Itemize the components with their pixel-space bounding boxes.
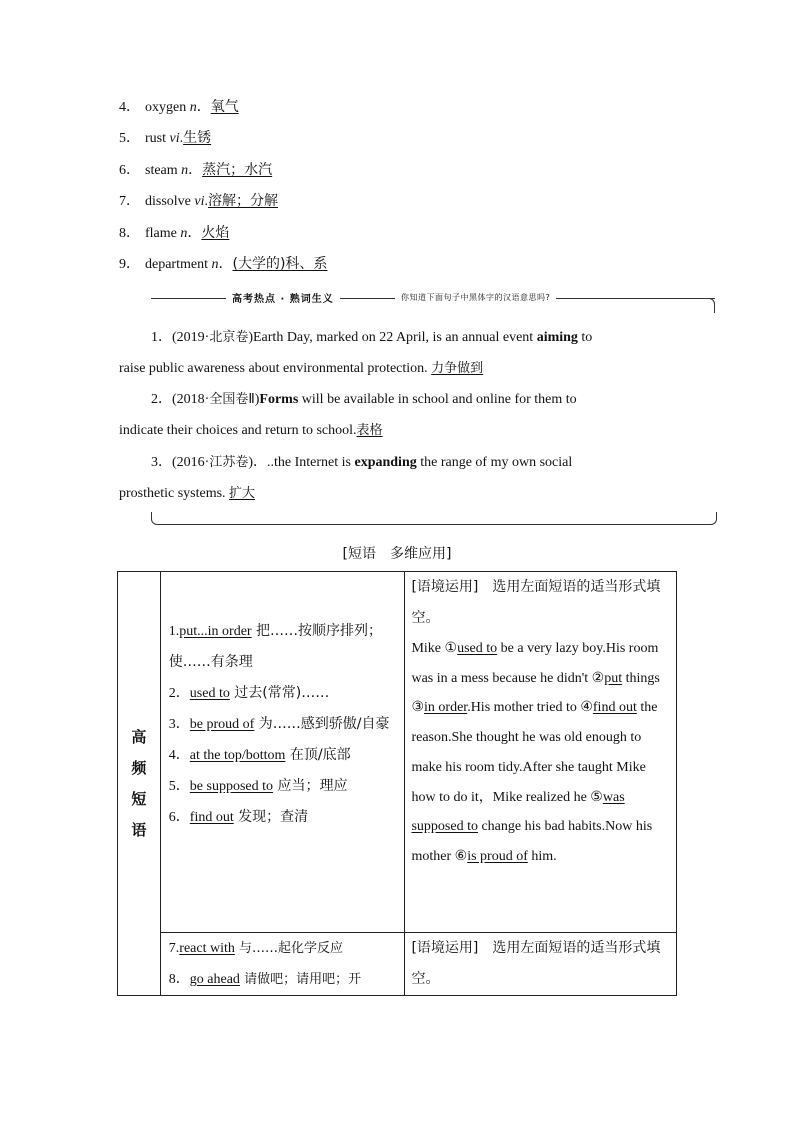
blank-answer: put (604, 670, 623, 686)
example-answer: 表格 (356, 423, 383, 438)
example-text: )．..the Internet is (248, 455, 355, 470)
vocab-meaning: 生锈 (183, 130, 212, 147)
example-text: indicate their choices and return to school. (119, 423, 357, 438)
bracket-corner (706, 298, 715, 313)
phrase-item (169, 740, 401, 771)
vocab-word: flame (145, 225, 177, 241)
part-of-speech: vi (194, 194, 205, 210)
vocab-item (119, 190, 327, 221)
phrase-meaning: 应当；理应 (273, 778, 348, 794)
item-number: 5． (168, 779, 190, 794)
item-number: 7. (168, 941, 180, 956)
passage-text: the reason.She thought he was old enough to make his room tidy.After she taught Mike how to do it，Mike realized he ⑤ (411, 700, 658, 805)
side-char: 语 (131, 820, 147, 839)
example-year: (2018· (172, 392, 210, 407)
item-number: 8． (168, 972, 190, 987)
vocab-item (119, 96, 327, 127)
phrase-meaning: 与……起化学反应 (234, 941, 344, 956)
vocab-word: dissolve (145, 194, 191, 210)
item-number: 1． (151, 330, 172, 345)
blank-answer: was supposed to (411, 789, 625, 835)
phrase-item (169, 616, 401, 678)
vocab-word: department (145, 256, 208, 272)
item-number: 2． (151, 392, 172, 407)
item-number: 4． (168, 748, 190, 763)
side-char: 频 (131, 758, 147, 777)
phrase-meaning: 发现；查清 (233, 809, 309, 825)
phrase: find out (189, 810, 234, 825)
phrase: be proud of (189, 717, 255, 732)
vocab-word: oxygen (145, 100, 187, 115)
bracket-bottom (151, 512, 717, 525)
example-text: )Earth Day, marked on 22 April, is an annual event (248, 330, 537, 345)
phrase-item (169, 771, 401, 802)
task-instruction: [语境运用] 选用左面短语的适当形式填空。 (411, 940, 661, 987)
separator: . (204, 194, 208, 210)
phrase: be supposed to (189, 779, 273, 794)
vocab-word: rust (145, 131, 166, 147)
example-text: prosthetic systems. (119, 486, 230, 501)
vocab-word: steam (145, 162, 178, 178)
example-answer: 扩大 (229, 486, 256, 501)
task-instruction: [语境运用] 选用左面短语的适当形式填空。 (411, 579, 661, 626)
vocab-item (119, 127, 327, 158)
item-number: 6． (119, 162, 140, 178)
separator: ． (196, 100, 211, 115)
separator: ． (218, 256, 233, 272)
vocab-list (119, 96, 327, 284)
item-number: 2． (168, 686, 190, 701)
side-char: 短 (131, 789, 147, 808)
phrase-meaning: 在顶/底部 (285, 747, 351, 763)
bold-word: Forms (259, 392, 299, 407)
separator: ． (187, 225, 202, 241)
example-text: the range of my own social (416, 455, 573, 470)
example-text: will be available in school and online for them to (298, 392, 577, 407)
example-source: 全国卷Ⅱ (209, 392, 255, 407)
vocab-meaning: 蒸汽；水汽 (202, 161, 273, 178)
bold-word: aiming (536, 330, 578, 345)
phrase-item (169, 678, 401, 709)
phrase: put...in order (179, 624, 252, 639)
example-text: ) (254, 392, 260, 407)
example-answer: 力争做到 (431, 361, 484, 376)
phrase-item (169, 933, 401, 964)
phrase-item (169, 802, 401, 833)
phrase-meaning: 过去(常常)…… (229, 685, 330, 701)
blank-answer: find out (592, 700, 637, 716)
example-text: to (577, 330, 593, 345)
item-number: 1. (168, 624, 180, 639)
item-number: 6． (168, 810, 190, 825)
passage-text: Mike ① (411, 641, 458, 656)
phrase-cell (160, 572, 405, 933)
blank-answer: used to (457, 641, 498, 656)
hot-topic-hint: 你知道下面句子中黑体字的汉语意思吗? (395, 292, 556, 303)
exercise-cell (405, 933, 677, 996)
hot-topic-header (151, 282, 715, 314)
item-number: 8． (119, 225, 140, 241)
item-number: 7． (119, 194, 140, 210)
phrase: used to (189, 686, 230, 701)
separator: ． (188, 162, 203, 178)
vocab-item (119, 159, 327, 190)
passage-text: him. (527, 848, 557, 864)
phrase-meaning: 为……感到骄傲/自豪 (254, 716, 390, 732)
passage-text: change his bad habits.Now his mother ⑥ (411, 819, 653, 864)
phrase-item (169, 709, 401, 740)
vocab-meaning: 火焰 (201, 224, 230, 241)
side-char: 高 (131, 727, 147, 746)
passage-text: be a very lazy boy.His room was in a mess because he didn't ② (411, 641, 659, 686)
example-text: raise public awareness about environmental protection. (119, 361, 432, 376)
bold-word: expanding (354, 455, 417, 470)
part-of-speech: n (181, 162, 189, 178)
item-number: 4． (119, 100, 140, 115)
example-source: 北京卷 (209, 330, 249, 345)
item-number: 9． (119, 256, 140, 272)
exercise-cell (405, 572, 677, 933)
item-number: 3． (151, 455, 172, 470)
phrase: at the top/bottom (189, 748, 286, 763)
section-title: [短语 多维应用] (342, 546, 452, 562)
side-label (118, 572, 161, 996)
passage-text: things ③ (411, 670, 660, 716)
example-source: 江苏卷 (209, 455, 249, 470)
phrase-table (117, 571, 677, 996)
phrase-meaning: 请做吧；请用吧；开 (239, 972, 362, 987)
passage-text: .His mother tried to ④ (467, 700, 593, 716)
part-of-speech: n (180, 225, 188, 241)
vocab-item (119, 253, 327, 284)
vocab-meaning: (大学的)科、系 (232, 255, 328, 272)
separator: . (179, 131, 184, 147)
phrase: go ahead (189, 972, 240, 987)
vocab-item (119, 222, 327, 253)
item-number: 5． (119, 131, 140, 147)
blank-answer: is proud of (467, 848, 528, 864)
example-year: (2016· (172, 455, 210, 470)
blank-answer: in order (424, 700, 468, 716)
vocab-meaning: 氧气 (210, 99, 239, 115)
item-number: 3． (168, 717, 190, 732)
part-of-speech: n (211, 256, 219, 272)
example-year: (2019· (172, 330, 210, 345)
hot-topic-title: 高考热点 · 熟词生义 (226, 290, 340, 305)
phrase-cell (160, 933, 405, 996)
passage (411, 634, 670, 872)
vocab-meaning: 溶解；分解 (208, 193, 278, 210)
part-of-speech: vi (169, 131, 180, 147)
part-of-speech: n (189, 100, 197, 115)
phrase: react with (179, 941, 235, 956)
phrase-meaning: 把……按顺序排列；使……有条理 (168, 623, 383, 670)
phrase-item (169, 964, 401, 995)
